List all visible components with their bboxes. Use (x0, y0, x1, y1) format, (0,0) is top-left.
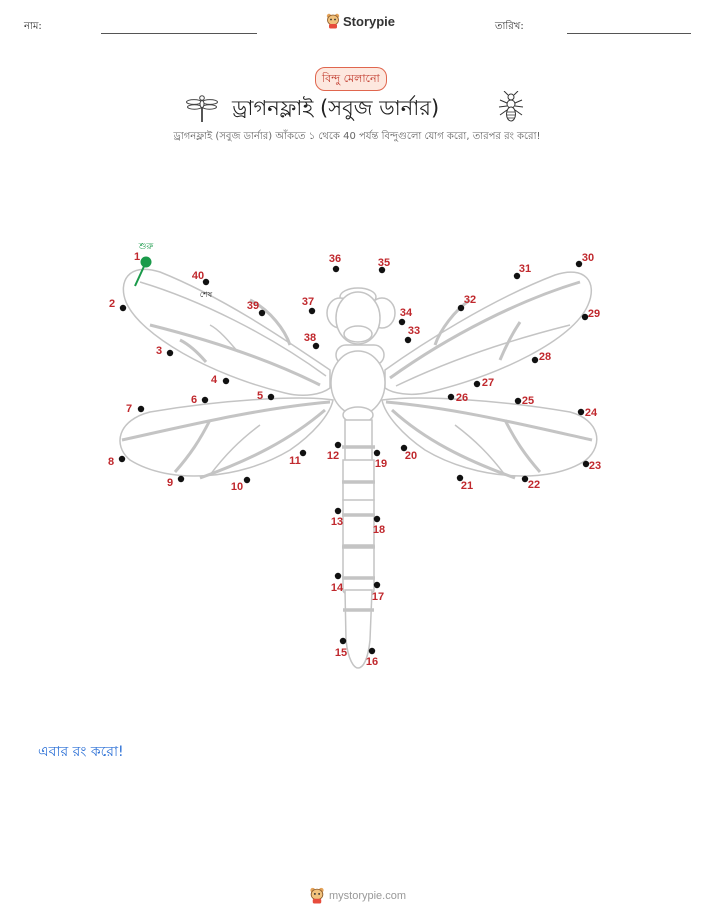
dot-label-11: 11 (289, 454, 301, 467)
date-label: তারিখ: (495, 21, 524, 32)
dot-33 (405, 337, 411, 343)
dot-16 (369, 648, 375, 654)
start-marker (141, 257, 152, 268)
footer (309, 887, 406, 904)
dot-6 (202, 397, 208, 403)
dot-label-25: 25 (521, 394, 535, 407)
dot-26 (448, 394, 454, 400)
dot-label-12: 12 (326, 449, 340, 462)
dot-8 (119, 456, 125, 462)
dot-label-2: 2 (108, 297, 116, 310)
dot-7 (138, 406, 144, 412)
end-label: শেষ (199, 290, 213, 299)
dot-label-29: 29 (587, 307, 601, 320)
dot-label-10: 10 (230, 480, 244, 493)
dot-label-36: 36 (328, 252, 342, 265)
dot-39 (259, 310, 265, 316)
name-label: নাম: (24, 21, 42, 32)
dot-label-18: 18 (372, 523, 386, 536)
dot-label-21: 21 (460, 479, 474, 492)
page-title: ড্রাগনফ্লাই (সবুজ ডার্নার) (232, 96, 440, 120)
dot-17 (374, 582, 380, 588)
dot-label-28: 28 (538, 350, 552, 363)
start-label: শুরু (138, 241, 154, 251)
dot-label-34: 34 (399, 306, 413, 319)
dot-13 (335, 508, 341, 514)
dot-label-8: 8 (107, 455, 115, 468)
brand-name: Storypie (343, 13, 396, 29)
dot-label-19: 19 (374, 457, 388, 470)
dot-label-27: 27 (481, 376, 495, 389)
dot-label-37: 37 (301, 295, 315, 308)
dot-label-6: 6 (190, 393, 198, 406)
dot-28 (532, 357, 538, 363)
dot-label-16: 16 (365, 655, 379, 668)
dot-14 (335, 573, 341, 579)
dot-18 (374, 516, 380, 522)
dot-label-5: 5 (256, 389, 264, 402)
dot-label-38: 38 (303, 331, 317, 344)
dragonfly-outline (120, 269, 597, 668)
dot-label-22: 22 (527, 478, 541, 491)
dot-36 (333, 266, 339, 272)
dot-label-32: 32 (463, 293, 477, 306)
dot-label-33: 33 (407, 324, 421, 337)
dot-34 (399, 319, 405, 325)
dot-5 (268, 394, 274, 400)
dot-label-26: 26 (455, 391, 469, 404)
footer-url[interactable]: mystorypie.com (329, 889, 407, 902)
dot-27 (474, 381, 480, 387)
dot-label-40: 40 (191, 269, 205, 282)
dot-4 (223, 378, 229, 384)
dot-25 (515, 398, 521, 404)
dot-label-24: 24 (584, 406, 598, 419)
dot-24 (578, 409, 584, 415)
instructions: ড্রাগনফ্লাই (সবুজ ডার্নার) আঁকতে ১ থেকে 40 পর্যন্ত বিন্দুগুলো যোগ করো, তারপর রং করো! (173, 131, 541, 142)
dot-12 (335, 442, 341, 448)
dot-label-3: 3 (155, 344, 163, 357)
dot-3 (167, 350, 173, 356)
color-prompt: এবার রং করো! (38, 744, 124, 760)
dot-label-20: 20 (404, 449, 418, 462)
dot-label-17: 17 (371, 590, 385, 603)
dot-label-4: 4 (210, 373, 218, 386)
dot-label-30: 30 (581, 251, 595, 264)
mascot-icon (309, 887, 325, 904)
dot-label-1: 1 (133, 250, 141, 263)
dot-19 (374, 450, 380, 456)
dot-9 (178, 476, 184, 482)
dot-label-9: 9 (166, 476, 174, 489)
dot-label-7: 7 (125, 402, 133, 415)
dot-10 (244, 477, 250, 483)
dot-37 (309, 308, 315, 314)
dot-2 (120, 305, 126, 311)
dot-label-23: 23 (588, 459, 602, 472)
dot-label-13: 13 (330, 515, 344, 528)
activity-badge: বিন্দু মেলানো (315, 67, 387, 91)
dot-label-31: 31 (518, 262, 532, 275)
dot-label-35: 35 (377, 256, 391, 269)
dot-15 (340, 638, 346, 644)
dot-label-15: 15 (334, 646, 348, 659)
dot-label-14: 14 (330, 581, 344, 594)
dot-label-39: 39 (246, 299, 260, 312)
